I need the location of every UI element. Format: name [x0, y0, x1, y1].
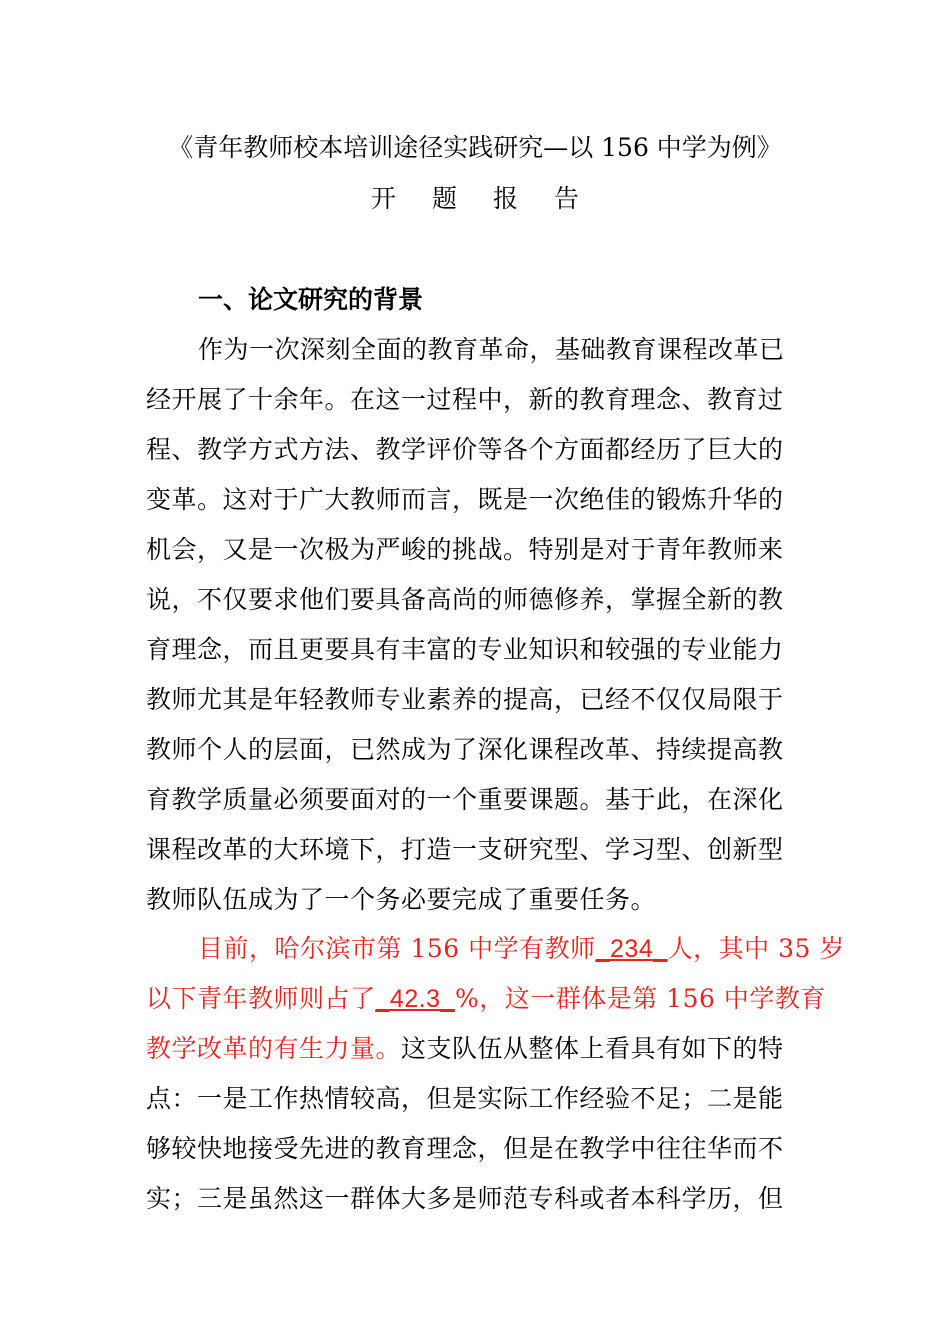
statistic-text: %，这一群体是第 156 中学教育	[454, 984, 826, 1013]
highlight-text: 教学改革的有生力量。	[146, 1034, 402, 1063]
statistic-text: 目前，哈尔滨市第 156 中学有教师	[198, 934, 596, 963]
text-line: 机会，又是一次极为严峻的挑战。特别是对于青年教师来	[146, 535, 784, 564]
teacher-count: _234_	[595, 935, 668, 963]
subtitle-char: 告	[554, 184, 580, 213]
body-text: 这支队伍从整体上看具有如下的特	[401, 1034, 784, 1063]
text-line: 作为一次深刻全面的教育革命，基础教育课程改革已	[198, 335, 785, 364]
subtitle-char: 开	[370, 184, 396, 213]
text-line: 经开展了十余年。在这一过程中，新的教育理念、教育过	[146, 385, 784, 414]
section-heading: 一、论文研究的背景	[198, 285, 424, 314]
text-line: 育理念，而且更要具有丰富的专业知识和较强的专业能力	[146, 635, 784, 664]
text-line: 点：一是工作热情较高，但是实际工作经验不足；二是能	[146, 1084, 784, 1113]
text-line	[146, 984, 826, 1014]
document-title: 《青年教师校本培训途径实践研究—以 156 中学为例》	[168, 133, 782, 162]
young-teacher-ratio: _42.3_	[375, 985, 455, 1013]
text-line: 程、教学方式方法、教学评价等各个方面都经历了巨大的	[146, 435, 784, 464]
text-line: 课程改革的大环境下，打造一支研究型、学习型、创新型	[146, 835, 784, 864]
text-line: 够较快地接受先进的教育理念，但是在教学中往往华而不	[146, 1134, 784, 1163]
text-line: 说，不仅要求他们要具备高尚的师德修养，掌握全新的教	[146, 585, 784, 614]
text-line	[198, 934, 845, 964]
statistic-text: 人，其中 35 岁	[667, 934, 845, 963]
text-line: 教师队伍成为了一个务必要完成了重要任务。	[146, 885, 657, 914]
statistic-text: 以下青年教师则占了	[146, 984, 376, 1013]
text-line: 育教学质量必须要面对的一个重要课题。基于此，在深化	[146, 785, 784, 814]
subtitle-char: 报	[493, 184, 519, 213]
document-subtitle	[0, 184, 950, 214]
text-line: 实；三是虽然这一群体大多是师范专科或者本科学历，但	[146, 1184, 784, 1213]
subtitle-char: 题	[431, 184, 457, 213]
text-line: 教师个人的层面，已然成为了深化课程改革、持续提高教	[146, 735, 784, 764]
text-line: 变革。这对于广大教师而言，既是一次绝佳的锻炼升华的	[146, 485, 784, 514]
text-line: 教师尤其是年轻教师专业素养的提高，已经不仅仅局限于	[146, 685, 784, 714]
text-line	[146, 1034, 808, 1064]
